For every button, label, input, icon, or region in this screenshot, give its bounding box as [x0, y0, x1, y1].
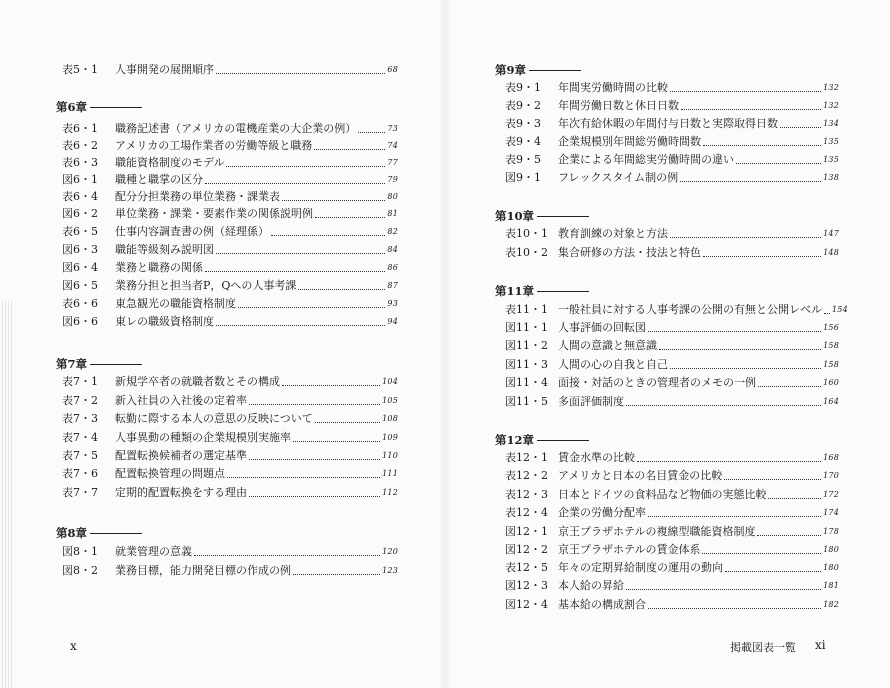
leader-dots: [780, 126, 821, 128]
page-number: 73: [387, 124, 398, 133]
heading-rule: [537, 291, 589, 292]
entry-number: 表12・1: [505, 451, 548, 464]
entry-title: 業務目標，能力開発目標の作成の例: [115, 564, 291, 577]
entry-title: 新入社員の入社後の定着率: [115, 394, 247, 407]
entry-number: 表6・4: [62, 190, 98, 203]
entry-number: 表9・4: [505, 135, 541, 148]
entry-number: 表7・6: [62, 467, 98, 480]
list-item[interactable]: [505, 394, 839, 410]
page-number: 170: [823, 471, 839, 480]
entry-title: 人事評価の回転図: [558, 321, 646, 334]
list-item[interactable]: [62, 448, 398, 464]
list-item[interactable]: [505, 116, 839, 132]
list-item[interactable]: [62, 278, 398, 294]
list-item[interactable]: [62, 544, 398, 560]
entry-number: 図11・3: [505, 358, 548, 371]
list-item[interactable]: [505, 80, 839, 96]
list-item[interactable]: [505, 357, 839, 373]
page-number: 135: [823, 137, 839, 146]
page-number: 104: [382, 377, 398, 386]
entry-title: 職能等級刻み説明図: [115, 243, 214, 256]
leader-dots: [648, 607, 821, 609]
leader-dots: [358, 131, 385, 133]
chapter-heading: [56, 99, 142, 115]
leader-dots: [681, 108, 821, 110]
leader-dots: [626, 404, 821, 406]
entry-number: 表6・6: [62, 297, 98, 310]
leader-dots: [293, 573, 380, 575]
list-item[interactable]: [62, 260, 398, 276]
entry-number: 表12・5: [505, 561, 548, 574]
leader-dots: [205, 182, 385, 184]
leader-dots: [227, 476, 380, 478]
heading-rule: [90, 364, 142, 365]
leader-dots: [758, 385, 821, 387]
list-item[interactable]: [505, 487, 839, 503]
entry-number: 表6・5: [62, 225, 98, 238]
entry-number: 図9・1: [505, 171, 541, 184]
leader-dots: [205, 270, 385, 272]
list-item[interactable]: [505, 245, 839, 261]
leader-dots: [725, 570, 821, 572]
leader-dots: [648, 515, 821, 517]
page-number: 74: [387, 141, 398, 150]
list-item[interactable]: [505, 542, 839, 558]
entry-title: 日本とドイツの食料品など物価の実態比較: [558, 488, 767, 501]
list-item[interactable]: [505, 524, 839, 540]
entry-number: 図11・4: [505, 376, 548, 389]
right-page: [445, 0, 890, 688]
entry-number: 表6・1: [62, 122, 98, 135]
entry-title: 年々の定期昇給制度の運用の動向: [558, 561, 723, 574]
entry-title: 一般社員に対する人事考課の公開の有無と公開レベル: [558, 303, 822, 316]
chapter-heading-text: 第6章: [56, 100, 88, 114]
entry-title: 企業の労働分配率: [558, 506, 646, 519]
entry-title: 賃金水準の比較: [558, 451, 635, 464]
list-item[interactable]: [505, 302, 848, 318]
leader-dots: [282, 199, 385, 201]
leader-dots: [736, 162, 821, 164]
entry-title: 配分分担業務の単位業務・課業表: [115, 190, 280, 203]
entry-number: 表12・4: [505, 506, 548, 519]
entry-title: 基本給の構成割合: [558, 598, 646, 611]
entry-number: 表9・3: [505, 117, 541, 130]
entry-title: 教育訓練の対象と方法: [558, 227, 668, 240]
heading-rule: [537, 440, 589, 441]
chapter-heading: [495, 432, 589, 448]
leader-dots: [824, 312, 830, 314]
list-item[interactable]: [505, 152, 839, 168]
page-folio: xi: [815, 638, 826, 652]
entry-number: 図11・2: [505, 339, 548, 352]
entry-title: 業務分担と担当者P，Qへの人事考課: [115, 279, 297, 292]
list-item[interactable]: [505, 597, 839, 613]
list-item[interactable]: [62, 393, 398, 409]
leader-dots: [757, 534, 821, 536]
page-number: 158: [823, 341, 839, 350]
chapter-heading-text: 第8章: [56, 526, 88, 540]
entry-number: 図12・4: [505, 598, 548, 611]
heading-rule: [529, 70, 581, 71]
entry-title: 新規学卒者の就職者数とその構成: [115, 375, 280, 388]
entry-title: 年間実労働時間の比較: [558, 81, 668, 94]
entry-title: 集合研修の方法・技法と特色: [558, 246, 701, 259]
entry-number: 表10・1: [505, 227, 548, 240]
entry-title: 配置転換管理の問題点: [115, 467, 225, 480]
page-number: 134: [823, 119, 839, 128]
list-item[interactable]: [62, 189, 398, 205]
chapter-heading: [56, 356, 142, 372]
list-item[interactable]: [505, 338, 839, 354]
page-number: 135: [823, 155, 839, 164]
list-item[interactable]: [62, 466, 398, 482]
page-number: 180: [823, 563, 839, 572]
leader-dots: [659, 348, 821, 350]
page-number: 111: [382, 469, 398, 478]
entry-number: 表7・7: [62, 486, 98, 499]
page-number: 84: [387, 245, 398, 254]
entry-number: 図6・2: [62, 207, 98, 220]
leader-dots: [238, 306, 385, 308]
heading-rule: [537, 216, 589, 217]
chapter-heading-text: 第11章: [495, 284, 535, 298]
entry-number: 図12・2: [505, 543, 548, 556]
heading-rule: [90, 107, 142, 108]
page-number: 112: [382, 488, 398, 497]
entry-number: 表7・3: [62, 412, 98, 425]
leader-dots: [249, 403, 380, 405]
entry-number: 図6・3: [62, 243, 98, 256]
entry-number: 図8・1: [62, 545, 98, 558]
entry-number: 表9・2: [505, 99, 541, 112]
list-item[interactable]: [62, 206, 398, 222]
entry-title: アメリカと日本の名目賃金の比較: [558, 469, 723, 482]
entry-title: 職能資格制度のモデル: [115, 156, 225, 169]
leader-dots: [703, 144, 821, 146]
entry-number: 表7・1: [62, 375, 98, 388]
page-number: 147: [823, 229, 839, 238]
entry-number: 表5・1: [62, 63, 98, 76]
entry-title: 職種と職掌の区分: [115, 173, 203, 186]
page-number: 156: [823, 323, 839, 332]
entry-title: 定期的配置転換をする理由: [115, 486, 247, 499]
list-item[interactable]: [505, 450, 839, 466]
list-item[interactable]: [62, 296, 398, 312]
leader-dots: [293, 440, 380, 442]
page-number: 123: [382, 566, 398, 575]
chapter-heading-text: 第9章: [495, 63, 527, 77]
entry-number: 表6・2: [62, 139, 98, 152]
leader-dots: [298, 288, 385, 290]
leader-dots: [271, 234, 385, 236]
entry-title: 京王プラザホテルの賃金体系: [558, 543, 701, 556]
entry-title: 人事開発の展開順序: [115, 63, 214, 76]
list-item[interactable]: [62, 314, 398, 330]
entry-number: 表12・3: [505, 488, 548, 501]
chapter-heading-text: 第7章: [56, 357, 88, 371]
entry-title: 東急観光の職能資格制度: [115, 297, 236, 310]
entry-number: 表12・2: [505, 469, 548, 482]
leader-dots: [226, 165, 385, 167]
entry-title: 年間労働日数と休日日数: [558, 99, 679, 112]
page-number: 82: [387, 227, 398, 236]
list-item[interactable]: [505, 134, 839, 150]
list-item[interactable]: [62, 242, 398, 258]
leader-dots: [249, 495, 380, 497]
leader-dots: [314, 148, 385, 150]
leader-dots: [282, 384, 380, 386]
page-number: 178: [823, 527, 839, 536]
list-item[interactable]: [62, 485, 398, 501]
list-item[interactable]: [62, 224, 398, 240]
entry-number: 表6・3: [62, 156, 98, 169]
entry-number: 表9・5: [505, 153, 541, 166]
chapter-heading-text: 第10章: [495, 209, 535, 223]
leader-dots: [703, 255, 821, 257]
entry-title: 本人給の昇給: [558, 579, 624, 592]
leader-dots: [670, 90, 821, 92]
list-item[interactable]: [505, 578, 839, 594]
page-number: 80: [387, 192, 398, 201]
entry-title: 京王プラザホテルの複線型職能資格制度: [558, 525, 756, 538]
entry-title: 人間の意識と無意識: [558, 339, 657, 352]
list-item[interactable]: [505, 560, 839, 576]
leader-dots: [315, 421, 380, 423]
page-number: 180: [823, 545, 839, 554]
list-item[interactable]: [62, 430, 398, 446]
entry-title: 業務と職務の関係: [115, 261, 203, 274]
entry-title: 単位業務・課業・要素作業の関係説明例: [115, 207, 313, 220]
leader-dots: [702, 552, 821, 554]
list-item[interactable]: [62, 563, 398, 579]
entry-number: 表11・1: [505, 303, 548, 316]
page-number: 132: [823, 83, 839, 92]
entry-title: 面接・対話のときの管理者のメモの一例: [558, 376, 756, 389]
leader-dots: [216, 72, 385, 74]
page-number: 93: [387, 299, 398, 308]
page-number: 86: [387, 263, 398, 272]
entry-number: 表7・4: [62, 431, 98, 444]
page-number: 79: [387, 175, 398, 184]
entry-title: 人間の心の自我と自己: [558, 358, 668, 371]
entry-title: 企業による年間総実労働時間の違い: [558, 153, 734, 166]
leader-dots: [648, 330, 821, 332]
page-number: 94: [387, 317, 398, 326]
chapter-heading: [56, 525, 142, 541]
entry-title: アメリカの工場作業者の労働等級と職務: [115, 139, 313, 152]
list-item[interactable]: [62, 138, 398, 154]
leader-dots: [216, 252, 385, 254]
chapter-heading: [495, 62, 581, 78]
leader-dots: [315, 216, 385, 218]
running-head: 掲載図表一覧: [730, 641, 796, 654]
leader-dots: [249, 458, 380, 460]
page-number: 109: [382, 433, 398, 442]
chapter-heading: [495, 208, 589, 224]
list-item[interactable]: [505, 226, 839, 242]
page-number: 77: [387, 158, 398, 167]
page-number: 168: [823, 453, 839, 462]
list-item[interactable]: [505, 468, 839, 484]
leader-dots: [670, 367, 821, 369]
leader-dots: [637, 460, 821, 462]
leader-dots: [670, 236, 821, 238]
entry-title: 人事異動の種類の企業規模別実施率: [115, 431, 291, 444]
chapter-heading: [495, 283, 589, 299]
entry-title: 企業規模別年間総労働時間数: [558, 135, 701, 148]
entry-number: 表7・5: [62, 449, 98, 462]
entry-number: 表10・2: [505, 246, 548, 259]
list-item[interactable]: [62, 155, 398, 171]
entry-title: 職務記述書（アメリカの電機産業の大企業の例）: [115, 122, 357, 135]
entry-title: フレックスタイム制の例: [558, 171, 679, 184]
leader-dots: [626, 588, 821, 590]
entry-number: 図6・1: [62, 173, 98, 186]
entry-number: 図6・6: [62, 315, 98, 328]
entry-number: 図11・1: [505, 321, 548, 334]
page-number: 160: [823, 378, 839, 387]
page-number: 105: [382, 396, 398, 405]
list-item[interactable]: [505, 98, 839, 114]
entry-number: 図12・3: [505, 579, 548, 592]
list-item[interactable]: [505, 505, 839, 521]
heading-rule: [90, 533, 142, 534]
page-number: 120: [382, 547, 398, 556]
list-item[interactable]: [62, 172, 398, 188]
entry-title: 配置転換候補者の選定基準: [115, 449, 247, 462]
page-number: 164: [823, 397, 839, 406]
page-number: 110: [382, 451, 398, 460]
page-number: 81: [387, 209, 398, 218]
entry-title: 多面評価制度: [558, 395, 624, 408]
page-number: 182: [823, 600, 839, 609]
leader-dots: [216, 324, 385, 326]
entry-title: 転勤に際する本人の意思の反映について: [115, 412, 313, 425]
page-number: 132: [823, 101, 839, 110]
list-item[interactable]: [505, 170, 839, 186]
page-folio: x: [70, 639, 77, 653]
entry-number: 図6・5: [62, 279, 98, 292]
leader-dots: [680, 180, 821, 182]
entry-number: 図12・1: [505, 525, 548, 538]
list-item[interactable]: [62, 62, 398, 78]
entry-number: 図8・2: [62, 564, 98, 577]
leader-dots: [768, 497, 821, 499]
page-number: 68: [387, 65, 398, 74]
list-item[interactable]: [505, 320, 839, 336]
list-item[interactable]: [505, 375, 839, 391]
entry-title: 年次有給休暇の年間付与日数と実際取得日数: [558, 117, 778, 130]
entry-number: 図6・4: [62, 261, 98, 274]
leader-dots: [194, 554, 380, 556]
list-item[interactable]: [62, 411, 398, 427]
page-number: 154: [832, 305, 848, 314]
entry-number: 表7・2: [62, 394, 98, 407]
chapter-heading-text: 第12章: [495, 433, 535, 447]
entry-title: 就業管理の意義: [115, 545, 192, 558]
page-number: 108: [382, 414, 398, 423]
entry-title: 東レの職級資格制度: [115, 315, 214, 328]
page-number: 174: [823, 508, 839, 517]
page-number: 138: [823, 173, 839, 182]
page-number: 148: [823, 248, 839, 257]
list-item[interactable]: [62, 121, 398, 137]
entry-title: 仕事内容調査書の例（経理係）: [115, 225, 269, 238]
page-number: 181: [823, 581, 839, 590]
page-number: 87: [387, 281, 398, 290]
list-item[interactable]: [62, 374, 398, 390]
entry-number: 表9・1: [505, 81, 541, 94]
page-number: 172: [823, 490, 839, 499]
page-number: 158: [823, 360, 839, 369]
entry-number: 図11・5: [505, 395, 548, 408]
leader-dots: [724, 478, 821, 480]
